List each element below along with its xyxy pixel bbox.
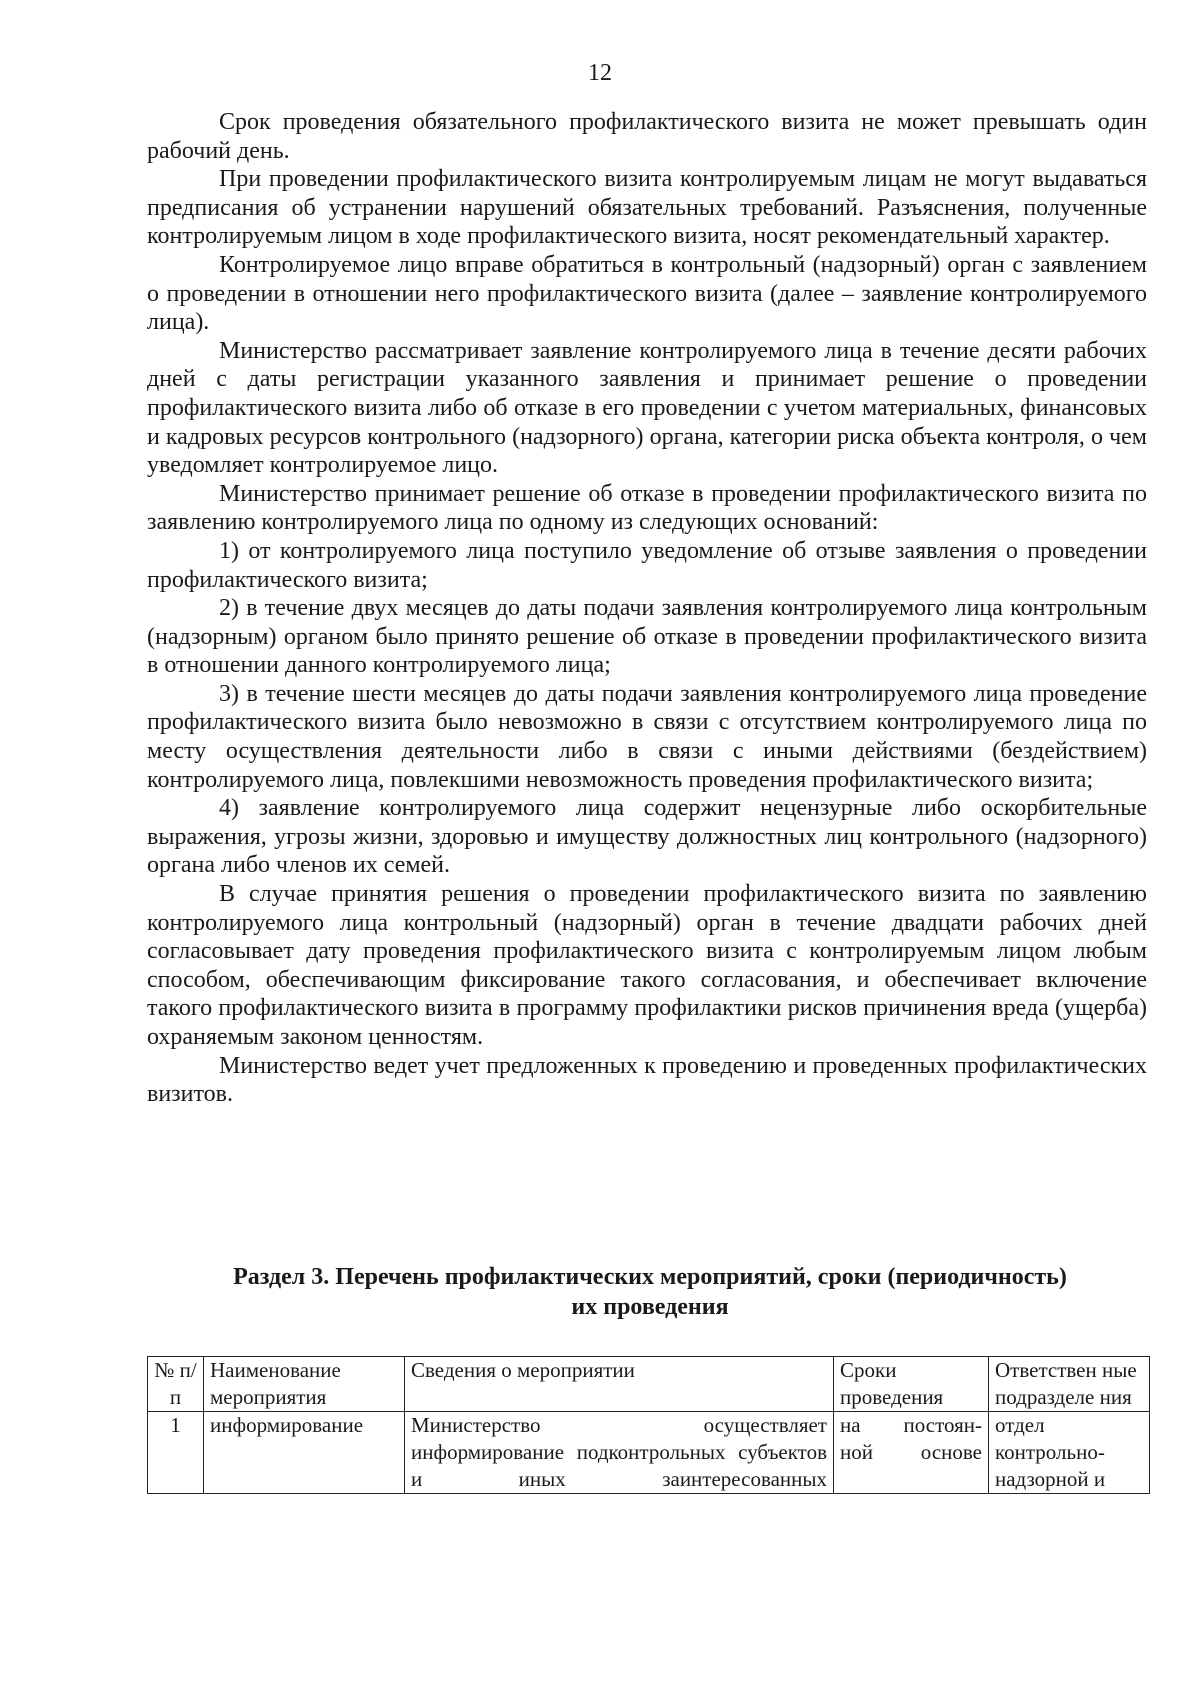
table-cell	[834, 1412, 989, 1494]
paragraph: При проведении профилактического визита контролируемым лицам не могут выдаваться предписания об устранении нарушений обязательных требований. Разъяснения, полученные контролируемым лицом в ходе профилактического визита, носят рекомендательный характер.	[147, 166, 1147, 250]
paragraph: Министерство рассматривает заявление контролируемого лица в течение десяти рабочих дней с даты регистрации указанного заявления и принимает решение о проведении профилактического визита либо об отказе в его проведении с учетом материальных, финансовых и кадровых ресурсов контрольного (надзорного) органа, категории риска объекта контроля, о чем уведомляет контролируемое лицо.	[147, 337, 1147, 479]
page-number: 12	[588, 60, 612, 86]
header-cell: № п/п	[148, 1357, 204, 1412]
header-cell: Ответствен ные подразделе ния	[989, 1357, 1150, 1412]
list-item: 1) от контролируемого лица поступило уведомление об отзыве заявления о проведении профилактического визита;	[147, 537, 1147, 593]
paragraph: Контролируемое лицо вправе обратиться в контрольный (надзорный) орган с заявлением о проведении в отношении него профилактического визита (далее – заявление контролируемого лица).	[147, 251, 1147, 336]
section-title-line: Раздел 3. Перечень профилактических мероприятий, сроки (периодичность)	[233, 1264, 1067, 1290]
paragraph: Министерство принимает решение об отказе в проведении профилактического визита по заявлению контролируемого лица по одному из следующих оснований:	[147, 480, 1147, 536]
table-cell	[148, 1412, 204, 1494]
list-item: 4) заявление контролируемого лица содержит нецензурные либо оскорбительные выражения, угрозы жизни, здоровью и имуществу должностных лиц контрольного (надзорного) органа либо членов их семей.	[147, 795, 1147, 879]
paragraph: Срок проведения обязательного профилактического визита не может превышать один рабочий день.	[147, 109, 1147, 164]
responsible-unit: отдел контрольно- надзорной и	[995, 1413, 1106, 1491]
header-cell: Наименование мероприятия	[204, 1357, 405, 1412]
activities-table	[147, 1356, 1150, 1494]
section-title	[200, 1262, 1100, 1322]
activity-name: информирование	[210, 1413, 364, 1437]
row-number: 1	[170, 1413, 181, 1437]
section-title-line: их проведения	[571, 1294, 729, 1320]
table-cell	[989, 1412, 1150, 1494]
table-cell	[405, 1412, 834, 1494]
list-item: 3) в течение шести месяцев до даты подачи заявления контролируемого лица проведение профилактического визита было невозможно в связи с отсутствием контролируемого лица по месту осуществления деятельности либо в связи с иными действиями (бездействием) контролируемого лица, повлекшими невозможность проведения профилактического визита;	[147, 680, 1147, 793]
list-item: 2) в течение двух месяцев до даты подачи заявления контролируемого лица контрольным (надзорным) органом было принято решение об отказе в проведении профилактического визита в отношении данного контролируемого лица;	[147, 595, 1147, 679]
table-header-row	[148, 1357, 1150, 1412]
table-row	[148, 1412, 1150, 1494]
paragraph: В случае принятия решения о проведении профилактического визита по заявлению контролируемого лица контрольный (надзорный) орган в течение двадцати рабочих дней согласовывает дату проведения профилактического визита с контролируемым лицом любым способом, обеспечивающим фиксирование такого согласования, и обеспечивает включение такого профилактического визита в программу профилактики рисков причинения вреда (ущерба) охраняемым законом ценностям.	[147, 881, 1147, 1050]
activity-info: Министерство осуществляет информирование подконтрольных субъектов и иных заинтересованных	[411, 1413, 827, 1491]
table-cell	[204, 1412, 405, 1494]
body-text	[147, 108, 1147, 1109]
header-cell: Сведения о мероприятии	[405, 1357, 834, 1412]
header-cell: Сроки проведения	[834, 1357, 989, 1412]
activity-term: на постоян- ной основе	[840, 1413, 982, 1464]
paragraph: Министерство ведет учет предложенных к проведению и проведенных профилактических визитов.	[147, 1052, 1147, 1108]
